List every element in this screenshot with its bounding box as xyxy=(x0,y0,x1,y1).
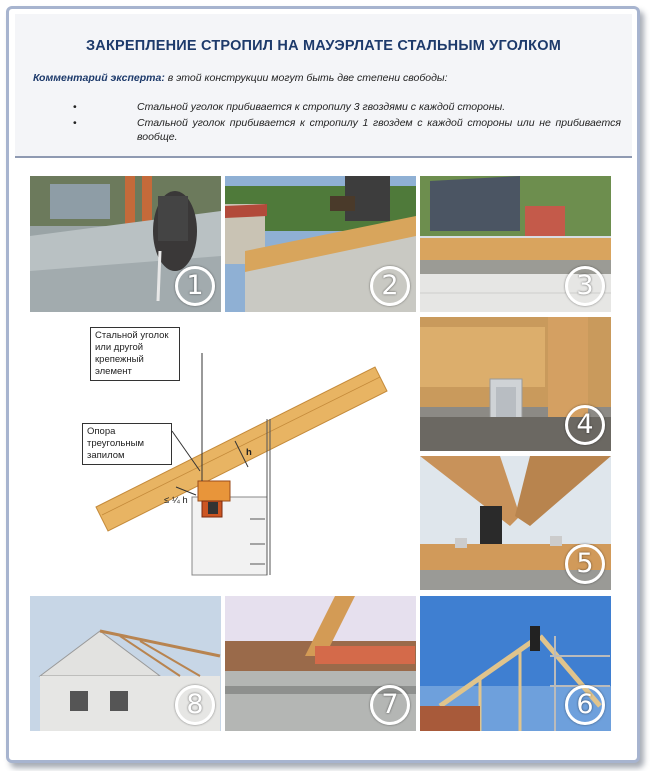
bullet-text-1: Стальной уголок прибивается к стропилу 3 гвоздями с каждой стороны. xyxy=(137,101,506,113)
photo-number-badge: 6 xyxy=(565,685,605,725)
photo-7 xyxy=(225,596,416,731)
bullet-text-2: Стальной уголок прибивается к стропилу 1 гвоздем с каждой стороны или не прибивается вообще. xyxy=(137,117,621,143)
photo-2 xyxy=(225,176,416,312)
bullet-icon: • xyxy=(73,117,77,129)
photo-number-badge: 3 xyxy=(565,266,605,306)
photo-3 xyxy=(420,176,611,312)
comment-label: Комментарий эксперта: xyxy=(33,72,165,84)
bullet-list xyxy=(73,100,621,146)
photo-4 xyxy=(420,317,611,451)
photo-number-badge: 5 xyxy=(565,544,605,584)
header-panel xyxy=(15,14,632,158)
photo-number-badge: 2 xyxy=(370,266,410,306)
angle-label: Стальной уголок или другой крепежный элемент xyxy=(90,327,180,381)
expert-comment xyxy=(33,72,623,84)
photo-6 xyxy=(420,596,611,731)
h-label: h xyxy=(246,447,252,458)
comment-text: в этой конструкции могут быть две степени свободы: xyxy=(164,72,448,84)
photo-1 xyxy=(30,176,221,312)
rafter-diagram xyxy=(30,319,418,585)
bullet-icon: • xyxy=(73,101,77,113)
support-label: Опора треугольным запилом xyxy=(82,423,172,465)
page-title: ЗАКРЕПЛЕНИЕ СТРОПИЛ НА МАУЭРЛАТЕ СТАЛЬНЫМ УГОЛКОМ xyxy=(86,38,561,54)
photo-8 xyxy=(30,596,221,731)
photo-number-badge: 1 xyxy=(175,266,215,306)
quarter-h-label: ≤ ¼ h xyxy=(164,495,188,506)
list-item xyxy=(73,116,621,144)
photo-number-badge: 8 xyxy=(175,685,215,725)
list-item xyxy=(73,100,621,114)
photo-5 xyxy=(420,456,611,590)
photo-number-badge: 7 xyxy=(370,685,410,725)
photo-number-badge: 4 xyxy=(565,405,605,445)
